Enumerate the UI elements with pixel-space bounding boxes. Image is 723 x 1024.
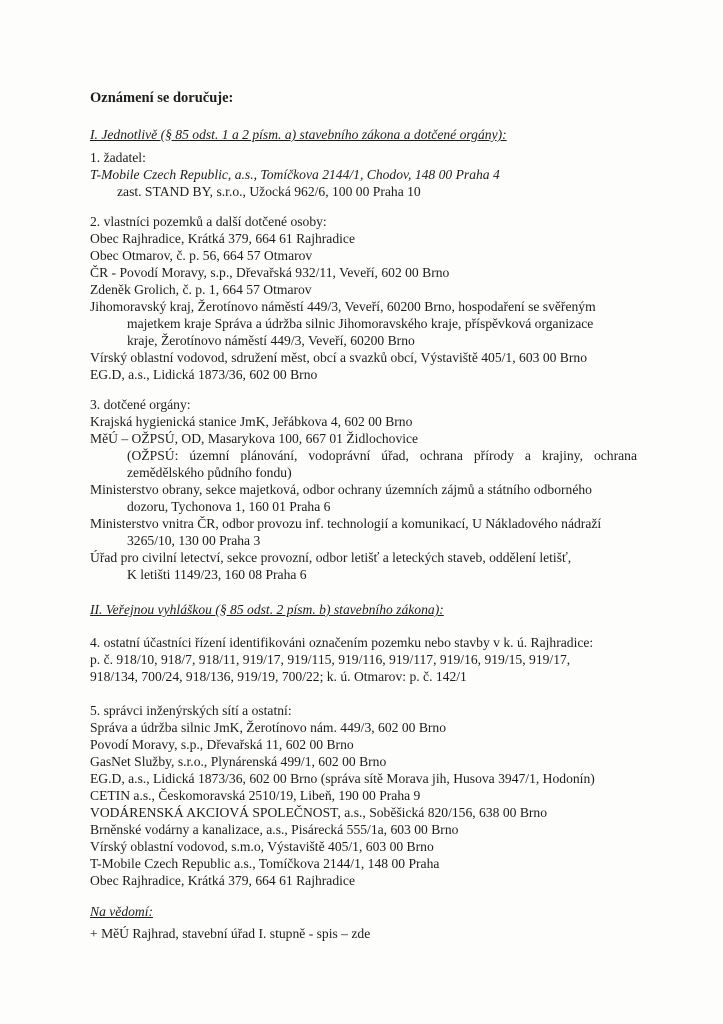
authority-line: Ministerstvo obrany, sekce majetková, odbor ochrany územních zájmů a státního odborného <box>90 482 592 497</box>
awareness-title: Na vědomí: <box>90 904 154 919</box>
owner-line: Obec Rajhradice, Krátká 379, 664 61 Rajhradice <box>90 231 355 246</box>
authority-line: dozoru, Tychonova 1, 160 01 Praha 6 <box>127 499 331 514</box>
network-line: EG.D, a.s., Lidická 1873/36, 602 00 Brno (správa sítě Morava jih, Husova 3947/1, Hodonín) <box>90 771 595 786</box>
owner-line: majetkem kraje Správa a údržba silnic Jihomoravského kraje, příspěvková organizace <box>127 316 594 331</box>
applicant-representative: zast. STAND BY, s.r.o., Užocká 962/6, 100 00 Praha 10 <box>117 184 421 199</box>
authority-line: Úřad pro civilní letectví, sekce provozní, odbor letišť a leteckých staveb, oddělení letišť, <box>90 550 572 565</box>
authority-line: Krajská hygienická stanice JmK, Jeřábkova 4, 602 00 Brno <box>90 414 413 429</box>
network-line: CETIN a.s., Českomoravská 2510/19, Libeň, 190 00 Praha 9 <box>90 788 421 803</box>
network-line: Obec Rajhradice, Krátká 379, 664 61 Rajhradice <box>90 873 355 888</box>
authority-line: MěÚ – OŽPSÚ, OD, Masarykova 100, 667 01 Židlochovice <box>90 431 419 446</box>
authority-line: Ministerstvo vnitra ČR, odbor provozu inf. technologií a komunikací, U Nákladového nádraží <box>90 516 602 531</box>
owner-line: kraje, Žerotínovo náměstí 449/3, Veveří, 60200 Brno <box>127 333 415 348</box>
owner-line: Jihomoravský kraj, Žerotínovo náměstí 449/3, Veveří, 60200 Brno, hospodaření se svěřeným <box>90 299 596 314</box>
network-line: Správa a údržba silnic JmK, Žerotínovo nám. 449/3, 602 00 Brno <box>90 720 447 735</box>
page-title: Oznámení se doručuje: <box>90 90 234 106</box>
authority-line: zemědělského půdního fondu) <box>127 465 292 480</box>
owner-line: Obec Otmarov, č. p. 56, 664 57 Otmarov <box>90 248 313 263</box>
authority-line: (OŽPSÚ: územní plánování, vodoprávní úřad, ochrana přírody a krajiny, ochrana <box>127 448 637 463</box>
authority-line: K letišti 1149/23, 160 08 Praha 6 <box>127 567 307 582</box>
section-ii-title: II. Veřejnou vyhláškou (§ 85 odst. 2 písm. b) stavebního zákona): <box>90 602 444 617</box>
applicant-name: T-Mobile Czech Republic, a.s., Tomíčkova 2144/1, Chodov, 148 00 Praha 4 <box>90 167 500 182</box>
others-line: p. č. 918/10, 918/7, 918/11, 919/17, 919/115, 919/116, 919/117, 919/16, 919/15, 919/17, <box>90 652 571 667</box>
network-line: T-Mobile Czech Republic a.s., Tomíčkova 2144/1, 148 00 Praha <box>90 856 440 871</box>
authorities-label: 3. dotčené orgány: <box>90 397 191 412</box>
applicant-label: 1. žadatel: <box>90 150 146 165</box>
others-line: 918/134, 700/24, 918/136, 919/19, 700/22; k. ú. Otmarov: p. č. 142/1 <box>90 669 467 684</box>
networks-label: 5. správci inženýrských sítí a ostatní: <box>90 703 292 718</box>
network-line: VODÁRENSKÁ AKCIOVÁ SPOLEČNOST, a.s., Soběšická 820/156, 638 00 Brno <box>90 805 548 820</box>
owner-line: Zdeněk Grolich, č. p. 1, 664 57 Otmarov <box>90 282 312 297</box>
section-i-title: I. Jednotlivě (§ 85 odst. 1 a 2 písm. a) stavebního zákona a dotčené orgány): <box>90 127 507 142</box>
others-label: 4. ostatní účastníci řízení identifikováni označením pozemku nebo stavby v k. ú. Rajhradice: <box>90 635 594 650</box>
owners-label: 2. vlastníci pozemků a další dotčené osoby: <box>90 214 327 229</box>
network-line: Povodí Moravy, s.p., Dřevařská 11, 602 00 Brno <box>90 737 354 752</box>
owner-line: ČR - Povodí Moravy, s.p., Dřevařská 932/11, Veveří, 602 00 Brno <box>90 265 450 280</box>
owner-line: EG.D, a.s., Lidická 1873/36, 602 00 Brno <box>90 367 318 382</box>
awareness-line: + MěÚ Rajhrad, stavební úřad I. stupně - spis – zde <box>90 926 371 941</box>
network-line: Brněnské vodárny a kanalizace, a.s., Pisárecká 555/1a, 603 00 Brno <box>90 822 459 837</box>
authority-line: 3265/10, 130 00 Praha 3 <box>127 533 261 548</box>
owner-line: Vírský oblastní vodovod, sdružení měst, obcí a svazků obcí, Výstaviště 405/1, 603 00 Brno <box>90 350 587 365</box>
network-line: Vírský oblastní vodovod, s.m.o, Výstaviště 405/1, 603 00 Brno <box>90 839 434 854</box>
network-line: GasNet Služby, s.r.o., Plynárenská 499/1, 602 00 Brno <box>90 754 387 769</box>
